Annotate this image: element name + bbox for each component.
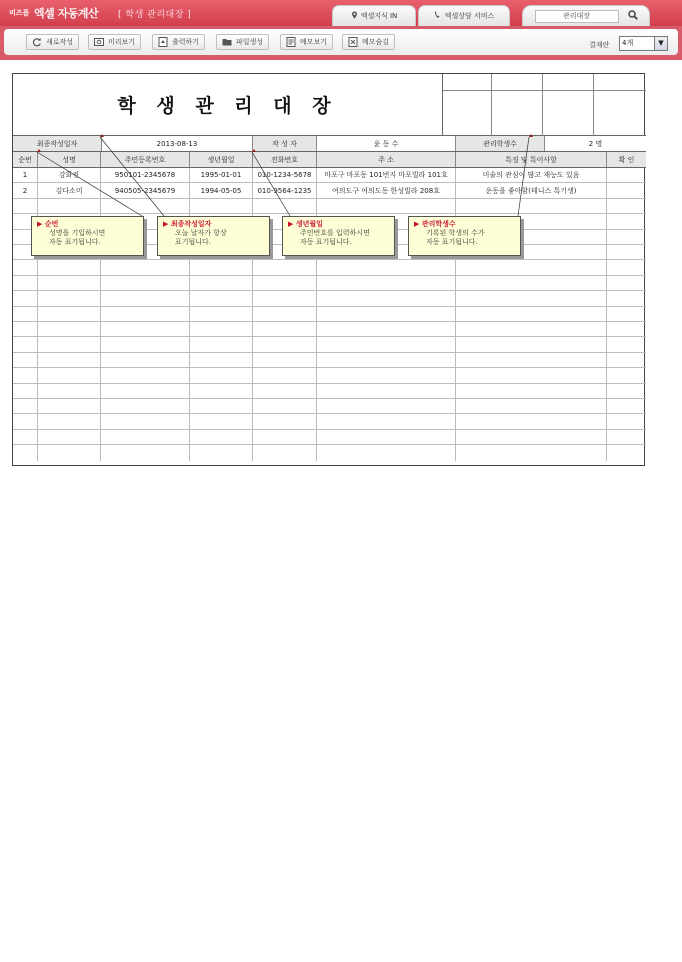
cell-phone[interactable] <box>253 337 317 351</box>
table-header <box>13 152 646 168</box>
cell-notes[interactable] <box>456 368 607 382</box>
cell-address[interactable] <box>317 337 456 351</box>
cell-address[interactable]: 여의도구 여의도동 한성빌라 208호 <box>317 183 456 197</box>
cell-confirm[interactable] <box>607 199 646 213</box>
cell-birth[interactable] <box>190 399 253 413</box>
new-button[interactable] <box>26 34 79 50</box>
cell-seq[interactable] <box>13 307 38 321</box>
table-row <box>13 430 646 445</box>
hide-memo-button[interactable] <box>342 34 395 50</box>
cell-seq[interactable] <box>13 322 38 336</box>
memo-last-date <box>157 216 270 256</box>
cell-confirm[interactable] <box>607 260 646 274</box>
header-col-confirm: 확 인 <box>618 155 635 164</box>
cell-notes[interactable] <box>456 199 607 213</box>
cell-phone[interactable] <box>253 353 317 367</box>
student-register-sheet <box>12 73 645 466</box>
payment-column-value: 4개 <box>622 39 634 47</box>
phone-icon <box>434 11 442 21</box>
cell-confirm[interactable] <box>607 322 646 336</box>
header-col-name: 성명 <box>38 152 101 167</box>
cell-notes[interactable] <box>456 414 607 428</box>
header-col-address: 주 소 <box>317 152 456 167</box>
refresh-icon <box>32 37 42 47</box>
approval-cell[interactable] <box>543 91 594 136</box>
approval-cell[interactable] <box>492 74 543 91</box>
cell-name[interactable] <box>38 322 101 336</box>
cell-phone[interactable] <box>253 199 317 213</box>
create-file-button-label: 파일생성 <box>236 38 264 46</box>
cell-phone[interactable] <box>253 445 317 460</box>
cell-resident-id[interactable] <box>101 368 190 382</box>
tab-excel-consult[interactable] <box>418 5 510 26</box>
approval-grid <box>443 74 646 136</box>
cell-resident-id[interactable] <box>101 353 190 367</box>
show-memo-button-label: 메모보기 <box>300 38 328 46</box>
cell-confirm[interactable] <box>607 384 646 398</box>
cell-birth[interactable] <box>190 445 253 460</box>
cell-address[interactable] <box>317 276 456 290</box>
cell-resident-id[interactable] <box>101 291 190 305</box>
preview-button[interactable] <box>88 34 141 50</box>
cell-address[interactable] <box>317 445 456 460</box>
student-count-label: 관리학생수 <box>456 136 545 151</box>
cell-resident-id[interactable] <box>101 414 190 428</box>
cell-phone[interactable] <box>253 399 317 413</box>
memo-icon <box>286 37 296 47</box>
cell-seq[interactable] <box>13 260 38 274</box>
memo-title: 순번 <box>44 220 59 228</box>
cell-notes[interactable] <box>456 430 607 444</box>
cell-name[interactable] <box>38 445 101 460</box>
table-row <box>13 399 646 414</box>
cell-confirm[interactable] <box>607 214 646 228</box>
cell-seq[interactable]: 1 <box>13 168 38 182</box>
play-arrow-icon: ▶ <box>288 220 296 228</box>
cell-resident-id[interactable] <box>101 260 190 274</box>
table-row <box>13 353 646 368</box>
cell-name[interactable]: 김다소미 <box>38 183 101 197</box>
cell-resident-id[interactable] <box>101 384 190 398</box>
cell-confirm[interactable] <box>607 291 646 305</box>
cell-notes[interactable] <box>456 276 607 290</box>
cell-confirm[interactable] <box>607 230 646 244</box>
cell-seq[interactable] <box>13 353 38 367</box>
cell-phone[interactable] <box>253 430 317 444</box>
cell-birth[interactable]: 1995-01-01 <box>190 168 253 182</box>
memo-title: 최종작성일자 <box>170 220 212 228</box>
cell-seq[interactable] <box>13 414 38 428</box>
cell-address[interactable] <box>317 307 456 321</box>
cell-birth[interactable] <box>190 307 253 321</box>
memo-hide-icon <box>348 37 358 47</box>
table-row <box>13 384 646 399</box>
cell-phone[interactable] <box>253 260 317 274</box>
cell-notes[interactable] <box>456 291 607 305</box>
cell-name[interactable] <box>38 353 101 367</box>
cell-notes[interactable] <box>456 322 607 336</box>
play-arrow-icon: ▶ <box>414 220 422 228</box>
cell-birth[interactable] <box>190 276 253 290</box>
cell-confirm[interactable] <box>607 183 646 197</box>
memo-body: 주민번호를 입력하시면 자동 표기됩니다. <box>300 229 370 246</box>
cell-resident-id[interactable] <box>101 322 190 336</box>
print-button[interactable] <box>152 34 205 50</box>
cell-seq[interactable] <box>13 368 38 382</box>
payment-column-label: 결재란 <box>589 41 610 49</box>
approval-cell[interactable] <box>443 74 492 91</box>
cell-name[interactable] <box>38 337 101 351</box>
cell-notes[interactable]: 미술의 관심이 많고 재능도 있음 <box>456 168 607 182</box>
cell-confirm[interactable] <box>607 368 646 382</box>
memo-body: 기록된 학생의 수가 자동 표기됩니다. <box>426 229 485 246</box>
print-button-label: 출력하기 <box>172 38 200 46</box>
cell-birth[interactable] <box>190 353 253 367</box>
approval-cell[interactable] <box>543 74 594 91</box>
cell-seq[interactable] <box>13 430 38 444</box>
cell-confirm[interactable] <box>607 445 646 460</box>
table-row <box>13 337 646 352</box>
cell-resident-id[interactable] <box>101 337 190 351</box>
cell-birth[interactable] <box>190 199 253 213</box>
info-row <box>13 136 646 152</box>
cell-seq[interactable] <box>13 445 38 460</box>
cell-notes[interactable] <box>456 353 607 367</box>
cell-phone[interactable]: 010-9564-1235 <box>253 183 317 197</box>
cell-resident-id[interactable] <box>101 276 190 290</box>
document-name: [ 학생 관리대장 ] <box>118 10 192 20</box>
author-value[interactable]: 윤 동 수 <box>317 136 456 151</box>
header-col-seq: 순번 <box>13 152 38 167</box>
header-col-birth: 생년월일 <box>190 152 253 167</box>
student-count-value: 2 명 <box>588 139 603 148</box>
cell-name[interactable] <box>38 414 101 428</box>
tab-label: 엑셀지식 IN <box>360 12 398 20</box>
cell-address[interactable] <box>317 260 456 274</box>
cell-phone[interactable] <box>253 384 317 398</box>
cell-birth[interactable] <box>190 291 253 305</box>
sheet-title-area <box>13 74 443 136</box>
memo-title: 관리학생수 <box>421 220 456 228</box>
cell-resident-id[interactable] <box>101 199 190 213</box>
print-icon <box>158 37 168 47</box>
cell-address[interactable] <box>317 322 456 336</box>
new-button-label: 새로작성 <box>46 38 74 46</box>
header-col-resident-id: 주민등록번호 <box>101 152 190 167</box>
cell-address[interactable] <box>317 430 456 444</box>
toolbar-panel <box>4 29 678 55</box>
table-row <box>13 183 646 198</box>
cell-seq[interactable] <box>13 399 38 413</box>
cell-address[interactable] <box>317 199 456 213</box>
cell-confirm[interactable] <box>607 337 646 351</box>
toolbar <box>0 26 682 60</box>
memo-student-count <box>408 216 521 256</box>
folder-icon <box>222 37 232 47</box>
cell-resident-id[interactable] <box>101 430 190 444</box>
cell-name[interactable] <box>38 199 101 213</box>
tab-label: 엑셀상담 서비스 <box>444 12 495 20</box>
cell-phone[interactable] <box>253 276 317 290</box>
cell-phone[interactable] <box>253 322 317 336</box>
approval-cell[interactable] <box>594 74 646 91</box>
memo-title: 생년월일 <box>295 220 323 228</box>
cell-birth[interactable] <box>190 430 253 444</box>
cell-name[interactable] <box>38 430 101 444</box>
preview-icon <box>94 37 104 47</box>
cell-seq[interactable] <box>13 291 38 305</box>
table-row <box>13 368 646 383</box>
cell-notes[interactable] <box>456 260 607 274</box>
cell-name[interactable] <box>38 260 101 274</box>
cell-address[interactable] <box>317 291 456 305</box>
magnifier-icon[interactable] <box>628 10 638 22</box>
memo-seq-number <box>31 216 144 256</box>
cell-address[interactable] <box>317 384 456 398</box>
cell-name[interactable] <box>38 368 101 382</box>
cell-name[interactable]: 강화진 <box>38 168 101 182</box>
cell-name[interactable] <box>38 384 101 398</box>
author-label: 작 성 자 <box>253 136 317 151</box>
cell-address[interactable] <box>317 414 456 428</box>
table-row <box>13 260 646 275</box>
cell-phone[interactable] <box>253 307 317 321</box>
cell-seq[interactable] <box>13 199 38 213</box>
cell-phone[interactable] <box>253 368 317 382</box>
cell-name[interactable] <box>38 291 101 305</box>
cell-birth[interactable]: 1994-05-05 <box>190 183 253 197</box>
play-arrow-icon: ▶ <box>163 220 171 228</box>
chevron-down-icon[interactable]: ▼ <box>654 37 667 50</box>
cell-birth[interactable] <box>190 414 253 428</box>
header-col-notes: 특징 및 특이사항 <box>456 152 607 167</box>
header-col-phone: 전화번호 <box>253 152 317 167</box>
cell-name[interactable] <box>38 276 101 290</box>
cell-birth[interactable] <box>190 260 253 274</box>
cell-phone[interactable] <box>253 414 317 428</box>
cell-resident-id[interactable] <box>101 399 190 413</box>
date-label: 최종작성일자 <box>13 136 102 151</box>
table-row <box>13 168 646 183</box>
cell-birth[interactable] <box>190 368 253 382</box>
table-row <box>13 322 646 337</box>
cell-seq[interactable] <box>13 384 38 398</box>
memo-body: 오늘 날자가 항상 표기됩니다. <box>175 229 227 246</box>
cell-phone[interactable] <box>253 291 317 305</box>
cell-birth[interactable] <box>190 337 253 351</box>
cell-resident-id[interactable] <box>101 445 190 460</box>
cell-confirm[interactable] <box>607 399 646 413</box>
play-arrow-icon: ▶ <box>37 220 45 228</box>
date-value[interactable]: 2013-08-13 <box>102 136 253 151</box>
cell-seq[interactable] <box>13 276 38 290</box>
cell-notes[interactable] <box>456 399 607 413</box>
cell-confirm[interactable] <box>607 307 646 321</box>
cell-seq[interactable]: 2 <box>13 183 38 197</box>
cell-notes[interactable] <box>456 337 607 351</box>
approval-cell[interactable] <box>443 91 492 136</box>
cell-resident-id[interactable]: 950101-2345678 <box>101 168 190 182</box>
memo-body: 성명을 기입하시면 자동 표기됩니다. <box>49 229 106 246</box>
brand-logo: 비즈폼 <box>9 9 30 17</box>
cell-address[interactable] <box>317 399 456 413</box>
cell-address[interactable] <box>317 353 456 367</box>
cell-confirm[interactable] <box>607 353 646 367</box>
hide-memo-button-label: 메모숨김 <box>362 38 390 46</box>
pin-icon <box>351 11 358 21</box>
search-input[interactable]: 관리대장 <box>535 10 619 23</box>
cell-name[interactable] <box>38 399 101 413</box>
approval-cell[interactable] <box>492 91 543 136</box>
cell-birth[interactable] <box>190 322 253 336</box>
sheet-title: 학 생 관 리 대 장 <box>117 95 338 117</box>
preview-button-label: 미리보기 <box>108 38 136 46</box>
search-panel <box>522 5 650 26</box>
table-row <box>13 445 646 460</box>
cell-confirm[interactable] <box>607 245 646 259</box>
app-title: 엑셀 자동계산 <box>34 7 99 20</box>
approval-cell[interactable] <box>594 91 646 136</box>
cell-address[interactable]: 마포구 마포동 101번지 마포빌라 101호 <box>317 168 456 182</box>
cell-notes[interactable] <box>456 445 607 460</box>
cell-notes[interactable] <box>456 307 607 321</box>
cell-confirm[interactable] <box>607 430 646 444</box>
cell-notes[interactable]: 운동을 좋아함(테니스 특기생) <box>456 183 607 197</box>
top-bar <box>0 0 682 26</box>
cell-name[interactable] <box>38 307 101 321</box>
cell-notes[interactable] <box>456 384 607 398</box>
cell-confirm[interactable] <box>607 276 646 290</box>
create-file-button[interactable] <box>216 34 269 50</box>
payment-column-select[interactable] <box>619 36 668 51</box>
table-row <box>13 307 646 322</box>
cell-birth[interactable] <box>190 384 253 398</box>
table-row <box>13 276 646 291</box>
table-row <box>13 291 646 306</box>
cell-resident-id[interactable]: 940505-2345679 <box>101 183 190 197</box>
cell-resident-id[interactable] <box>101 307 190 321</box>
cell-phone[interactable]: 010-1234-5678 <box>253 168 317 182</box>
table-row <box>13 199 646 214</box>
memo-birth-date <box>282 216 395 256</box>
cell-address[interactable] <box>317 368 456 382</box>
cell-seq[interactable] <box>13 337 38 351</box>
cell-confirm[interactable] <box>607 414 646 428</box>
cell-confirm[interactable] <box>607 168 646 182</box>
show-memo-button[interactable] <box>280 34 333 50</box>
tab-excel-knowledge[interactable] <box>332 5 416 26</box>
table-row <box>13 414 646 429</box>
